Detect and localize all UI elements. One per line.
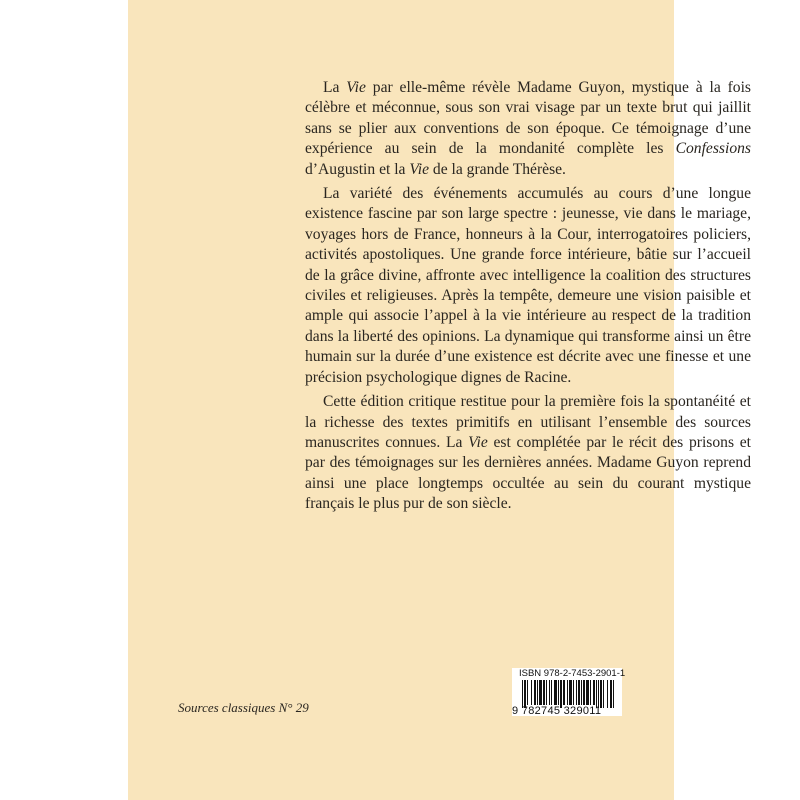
blurb-paragraph: Cette édition critique restitue pour la première fois la spontanéité et la richesse des textes primitifs en utilisant l’ensemble des sources manuscrites connues. La Vie est complétée par le récit des prisons et par des témoignages sur les dernières années. Madame Guyon reprend ainsi une place longtemps occultée au sein du courant mystique français le plus pur de son siècle.: [305, 393, 751, 513]
barcode-digits: 9 782745 329011: [512, 705, 602, 717]
series-label: Sources classiques N° 29: [178, 700, 309, 715]
blurb-text: [305, 78, 751, 515]
blurb-paragraph: La variété des événements accumulés au cours d’une longue existence fascine par son large spectre : jeunesse, vie dans le mariage, voyages hors de France, honneurs à la Cour, interrogatoires policiers, activités apostoliques. Une grande force intérieure, bâtie sur l’accueil de la grâce divine, affronte avec intelligence la coalition des structures civiles et religieuses. Après la tempête, demeure une vision paisible et ample qui associe l’appel à la vie intérieure au respect de la tradition dans la liberté des opinions. La dynamique qui transforme ainsi un être humain sur la durée d’une existence est décrite avec une finesse et une précision psychologique dignes de Racine.: [305, 185, 751, 386]
blurb-paragraph: La Vie par elle-même révèle Madame Guyon, mystique à la fois célèbre et méconnue, sous son vrai visage par un texte brut qui jaillit sans se plier aux conventions de son époque. Ce témoignage d’une expérience au sein de la mondanité complète les Confessions d’Augustin et la Vie de la grande Thérèse.: [305, 79, 751, 178]
isbn-label: ISBN 978-2-7453-2901-1: [519, 668, 626, 679]
barcode-bars: [518, 680, 618, 708]
